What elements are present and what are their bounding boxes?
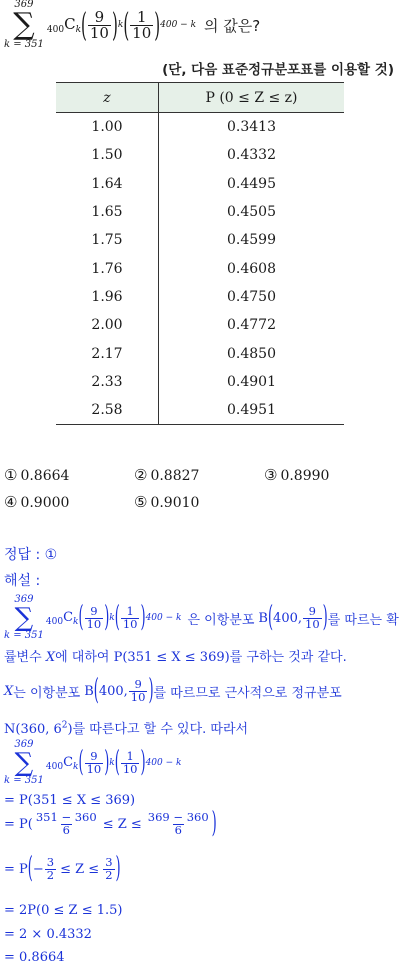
solution-line-5: 369 ∑ k = 351 $_{400}C_k$ ( $\frac{9}{10}$ ) k ( $\frac{1}{10}$ ) 400 − k — [4, 739, 182, 786]
solution-line-4: N(360, $6^2$)를 따른다고 할 수 있다. 따라서 — [4, 720, 249, 737]
choice-5[interactable]: ⑤ 0.9010 — [134, 493, 200, 511]
header-prob: P (0 ≤ Z ≤ z) — [159, 83, 345, 113]
condition-note: (단, 다음 표준정규분포표를 이용할 것) — [162, 62, 394, 78]
table-row: 2.17 0.4850 — [56, 339, 344, 367]
sigma-symbol: ∑ — [13, 7, 35, 42]
table-row: 1.64 0.4495 — [56, 170, 344, 198]
fraction-q: $\frac{1}{10}$ — [132, 7, 152, 42]
question-line: 369 ∑ k = 351 $_{400}C_k$ ( $\frac{9}{10}$ ) k ( $\frac{1}{10}$ ) 400 − k 의 값은? — [4, 0, 261, 50]
solution-step-6: = 0.8664 — [4, 950, 65, 965]
table-row: 1.76 0.4608 — [56, 254, 344, 282]
solution-line-1: 369 ∑ k = 351 $_{400}C_k$ ( $\frac{9}{10}$ ) k ( $\frac{1}{10}$ ) 400 − k 은 이항분포 B ( 400, $\frac{9}{10}$ ) 를 따르는 확 — [4, 594, 399, 641]
answer-line: 정답 : ① — [4, 547, 58, 563]
choice-1[interactable]: ① 0.8664 — [4, 466, 70, 484]
solution-step-4: = 2P(0 ≤ Z ≤ 1.5) — [4, 903, 123, 918]
choice-2[interactable]: ② 0.8827 — [134, 466, 200, 484]
table-row: 2.33 0.4901 — [56, 368, 344, 396]
header-z: z — [56, 83, 159, 113]
combination: $_{400}C_k$ — [46, 15, 82, 35]
table-row: 2.00 0.4772 — [56, 311, 344, 339]
sum-upper: 369 — [14, 0, 34, 10]
answer-mark: ① — [44, 547, 58, 563]
choice-3[interactable]: ③ 0.8990 — [264, 466, 330, 484]
table-row: 1.50 0.4332 — [56, 141, 344, 169]
normal-distribution-table — [56, 82, 344, 425]
fraction-p: $\frac{9}{10}$ — [89, 7, 109, 42]
solution-line-2: 률변수 X에 대하여 P(351 ≤ X ≤ 369)를 구하는 것과 같다. — [4, 650, 347, 665]
table-row: 2.58 0.4951 — [56, 396, 344, 425]
summation — [4, 0, 44, 50]
solution-step-1: = P(351 ≤ X ≤ 369) — [4, 793, 136, 808]
summation: 369 ∑ k = 351 — [4, 594, 44, 641]
table-row: 1.75 0.4599 — [56, 226, 344, 254]
solution-step-5: = 2 × 0.4332 — [4, 927, 92, 942]
choice-4[interactable]: ④ 0.9000 — [4, 493, 70, 511]
solution-step-3: = P ( − $\frac{3}{2}$ ≤ Z ≤ $\frac{3}{2}$ ) — [4, 852, 121, 886]
solution-label: 해설 : — [4, 573, 41, 589]
solution-line-3: X 는 이항분포 B ( 400, $\frac{9}{10}$ ) 를 따르므로 근사적으로 정규분포 — [4, 674, 342, 708]
sum-lower: k = 351 — [4, 39, 44, 50]
table-row: 1.00 0.3413 — [56, 113, 344, 142]
table-row: 1.96 0.4750 — [56, 283, 344, 311]
question-text: 의 값은? — [204, 16, 261, 35]
solution-step-2: = P( $\frac{351 - 360}{6}$ ≤ Z ≤ $\frac{369 - 360}{6}$ ) — [4, 807, 217, 841]
table-row: 1.65 0.4505 — [56, 198, 344, 226]
